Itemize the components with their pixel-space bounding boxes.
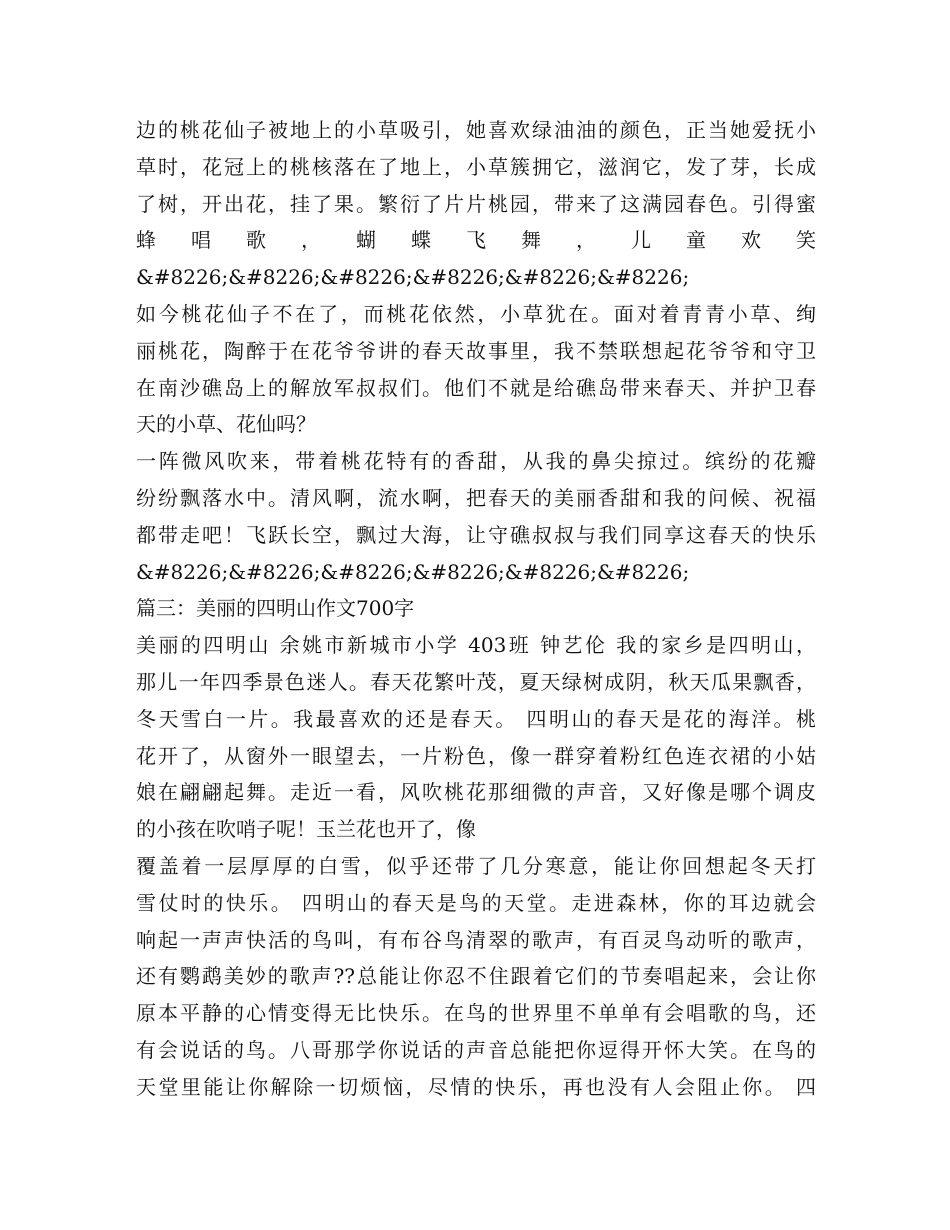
text-line: 还有鹦鹉美妙的歌声??总能让你忍不住跟着它们的节奏唱起来，会让你 <box>136 964 816 989</box>
article-body <box>136 112 816 1106</box>
text-line: 覆盖着一层厚厚的白雪，似乎还带了几分寒意，能让你回想起冬天打 <box>136 853 816 878</box>
text-line: 如今桃花仙子不在了，而桃花依然，小草犹在。面对着青青小草、绚 <box>136 301 816 326</box>
text-line: 美丽的四明山 余姚市新城市小学 403班 钟艺伦 我的家乡是四明山， <box>136 633 816 658</box>
text-line: 纷纷飘落水中。清风啊，流水啊，把春天的美丽香甜和我的问候、祝福 <box>136 485 816 510</box>
text-line: 边的桃花仙子被地上的小草吸引，她喜欢绿油油的颜色，正当她爱抚小 <box>136 118 816 142</box>
text-line: 花开了，从窗外一眼望去，一片粉色，像一群穿着粉红色连衣裙的小姑 <box>136 743 816 768</box>
text-line: 天堂里能让你解除一切烦恼，尽情的快乐，再也没有人会阻止你。 四 <box>136 1074 816 1099</box>
text-line: 冬天雪白一片。我最喜欢的还是春天。 四明山的春天是花的海洋。桃 <box>136 706 816 731</box>
text-line: 那儿一年四季景色迷人。春天花繁叶茂，夏天绿树成阴，秋天瓜果飘香， <box>136 669 816 694</box>
text-line: 原本平静的心情变得无比快乐。在鸟的世界里不单单有会唱歌的鸟，还 <box>136 1001 816 1026</box>
text-line: 的小孩在吹哨子呢！玉兰花也开了，像 <box>136 817 476 842</box>
text-line: 娘在翩翩起舞。走近一看，风吹桃花那细微的声音，又好像是哪个调皮 <box>136 780 816 805</box>
text-line: 都带走吧！飞跃长空，飘过大海，让守礁叔叔与我们同享这春天的快乐 <box>136 522 816 547</box>
text-line: 响起一声声快活的鸟叫，有布谷鸟清翠的歌声，有百灵鸟动听的歌声， <box>136 927 816 952</box>
text-line: 有会说话的鸟。八哥那学你说话的声音总能把你逗得开怀大笑。在鸟的 <box>136 1037 816 1062</box>
text-line: 丽桃花，陶醉于在花爷爷讲的春天故事里，我不禁联想起花爷爷和守卫 <box>136 338 816 363</box>
text-line: 草时，花冠上的桃核落在了地上，小草簇拥它，滋润它，发了芽，长成 <box>136 154 816 179</box>
text-line: 了树，开出花，挂了果。繁衍了片片桃园，带来了这满园春色。引得蜜 <box>136 191 816 216</box>
text-line: 雪仗时的快乐。 四明山的春天是鸟的天堂。走进森林，你的耳边就会 <box>136 890 816 915</box>
text-line: 蜂唱歌，蝴蝶飞舞，儿童欢笑 <box>136 228 816 253</box>
text-line: 在南沙礁岛上的解放军叔叔们。他们不就是给礁岛带来春天、并护卫春 <box>136 375 816 400</box>
text-line: &#8226;&#8226;&#8226;&#8226;&#8226;&#8226; <box>136 265 690 290</box>
text-line: 一阵微风吹来，带着桃花特有的香甜，从我的鼻尖掠过。缤纷的花瓣 <box>136 449 816 474</box>
text-line: 篇三：美丽的四明山作文700字 <box>136 596 415 621</box>
text-line: &#8226;&#8226;&#8226;&#8226;&#8226;&#8226; <box>136 559 690 584</box>
text-line: 天的小草、花仙吗？ <box>136 412 316 437</box>
